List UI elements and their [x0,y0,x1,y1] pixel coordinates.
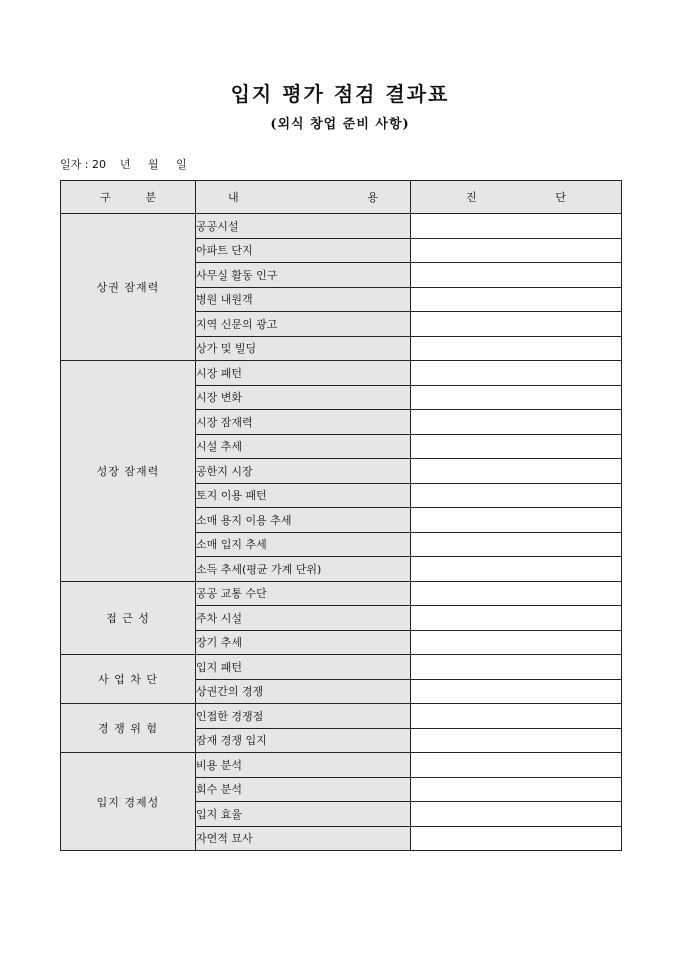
content-cell: 시장 변화 [196,385,411,410]
diagnosis-cell[interactable] [411,655,622,680]
table-row [61,655,622,680]
content-cell: 인접한 경쟁점 [196,704,411,729]
diagnosis-cell[interactable] [411,287,622,312]
diagnosis-cell[interactable] [411,214,622,239]
date-line: 일자 : 20 년 월 일 [60,158,187,171]
content-cell: 병원 내원객 [196,287,411,312]
table-row [61,361,622,386]
content-cell: 시장 패턴 [196,361,411,386]
diagnosis-cell[interactable] [411,263,622,288]
diagnosis-cell[interactable] [411,336,622,361]
category-cell: 입지 경제성 [61,753,196,851]
page-subtitle: (외식 창업 준비 사항) [270,117,410,132]
diagnosis-cell[interactable] [411,312,622,337]
table-row [61,704,622,729]
diagnosis-cell[interactable] [411,385,622,410]
page-title: 입지 평가 점검 결과표 [230,82,450,106]
content-cell: 공공시설 [196,214,411,239]
header-diagnosis-part: 단 [555,191,566,204]
category-cell: 경 쟁 위 험 [61,704,196,753]
content-cell: 상가 및 빌딩 [196,336,411,361]
header-category-part: 구 [100,191,111,204]
content-cell: 입지 패턴 [196,655,411,680]
diagnosis-cell[interactable] [411,508,622,533]
content-cell: 소득 추세(평균 가계 단위) [196,557,411,582]
header-content-part: 용 [367,191,378,204]
diagnosis-cell[interactable] [411,777,622,802]
header-content-part: 내 [228,191,239,204]
content-cell: 지역 신문의 광고 [196,312,411,337]
category-cell: 상권 잠재력 [61,214,196,361]
content-cell: 시설 추세 [196,434,411,459]
diagnosis-cell[interactable] [411,581,622,606]
content-cell: 공공 교통 수단 [196,581,411,606]
diagnosis-cell[interactable] [411,361,622,386]
table-row [61,581,622,606]
content-cell: 회수 분석 [196,777,411,802]
diagnosis-cell[interactable] [411,753,622,778]
diagnosis-cell[interactable] [411,679,622,704]
table-row [61,214,622,239]
diagnosis-cell[interactable] [411,728,622,753]
category-cell: 사 업 차 단 [61,655,196,704]
content-cell: 소매 용지 이용 추세 [196,508,411,533]
content-cell: 비용 분석 [196,753,411,778]
content-cell: 공한지 시장 [196,459,411,484]
content-cell: 소매 입지 추세 [196,532,411,557]
header-diagnosis [411,181,622,214]
table-row [61,753,622,778]
header-content [196,181,411,214]
header-diagnosis-part: 진 [466,191,477,204]
evaluation-table [60,180,622,851]
diagnosis-cell[interactable] [411,826,622,851]
diagnosis-cell[interactable] [411,557,622,582]
diagnosis-cell[interactable] [411,532,622,557]
header-category [61,181,196,214]
diagnosis-cell[interactable] [411,802,622,827]
diagnosis-cell[interactable] [411,238,622,263]
content-cell: 주차 시설 [196,606,411,631]
header-category-part: 분 [145,191,156,204]
content-cell: 잠재 경쟁 입지 [196,728,411,753]
content-cell: 아파트 단지 [196,238,411,263]
table-body [61,214,622,851]
content-cell: 자연적 묘사 [196,826,411,851]
diagnosis-cell[interactable] [411,630,622,655]
content-cell: 상권간의 경쟁 [196,679,411,704]
content-cell: 사무실 활동 인구 [196,263,411,288]
content-cell: 시장 잠재력 [196,410,411,435]
diagnosis-cell[interactable] [411,483,622,508]
diagnosis-cell[interactable] [411,434,622,459]
content-cell: 입지 효율 [196,802,411,827]
category-cell: 접 근 성 [61,581,196,655]
diagnosis-cell[interactable] [411,410,622,435]
content-cell: 장기 추세 [196,630,411,655]
diagnosis-cell[interactable] [411,606,622,631]
diagnosis-cell[interactable] [411,704,622,729]
diagnosis-cell[interactable] [411,459,622,484]
header-row [61,181,622,214]
category-cell: 성장 잠재력 [61,361,196,582]
content-cell: 토지 이용 패턴 [196,483,411,508]
